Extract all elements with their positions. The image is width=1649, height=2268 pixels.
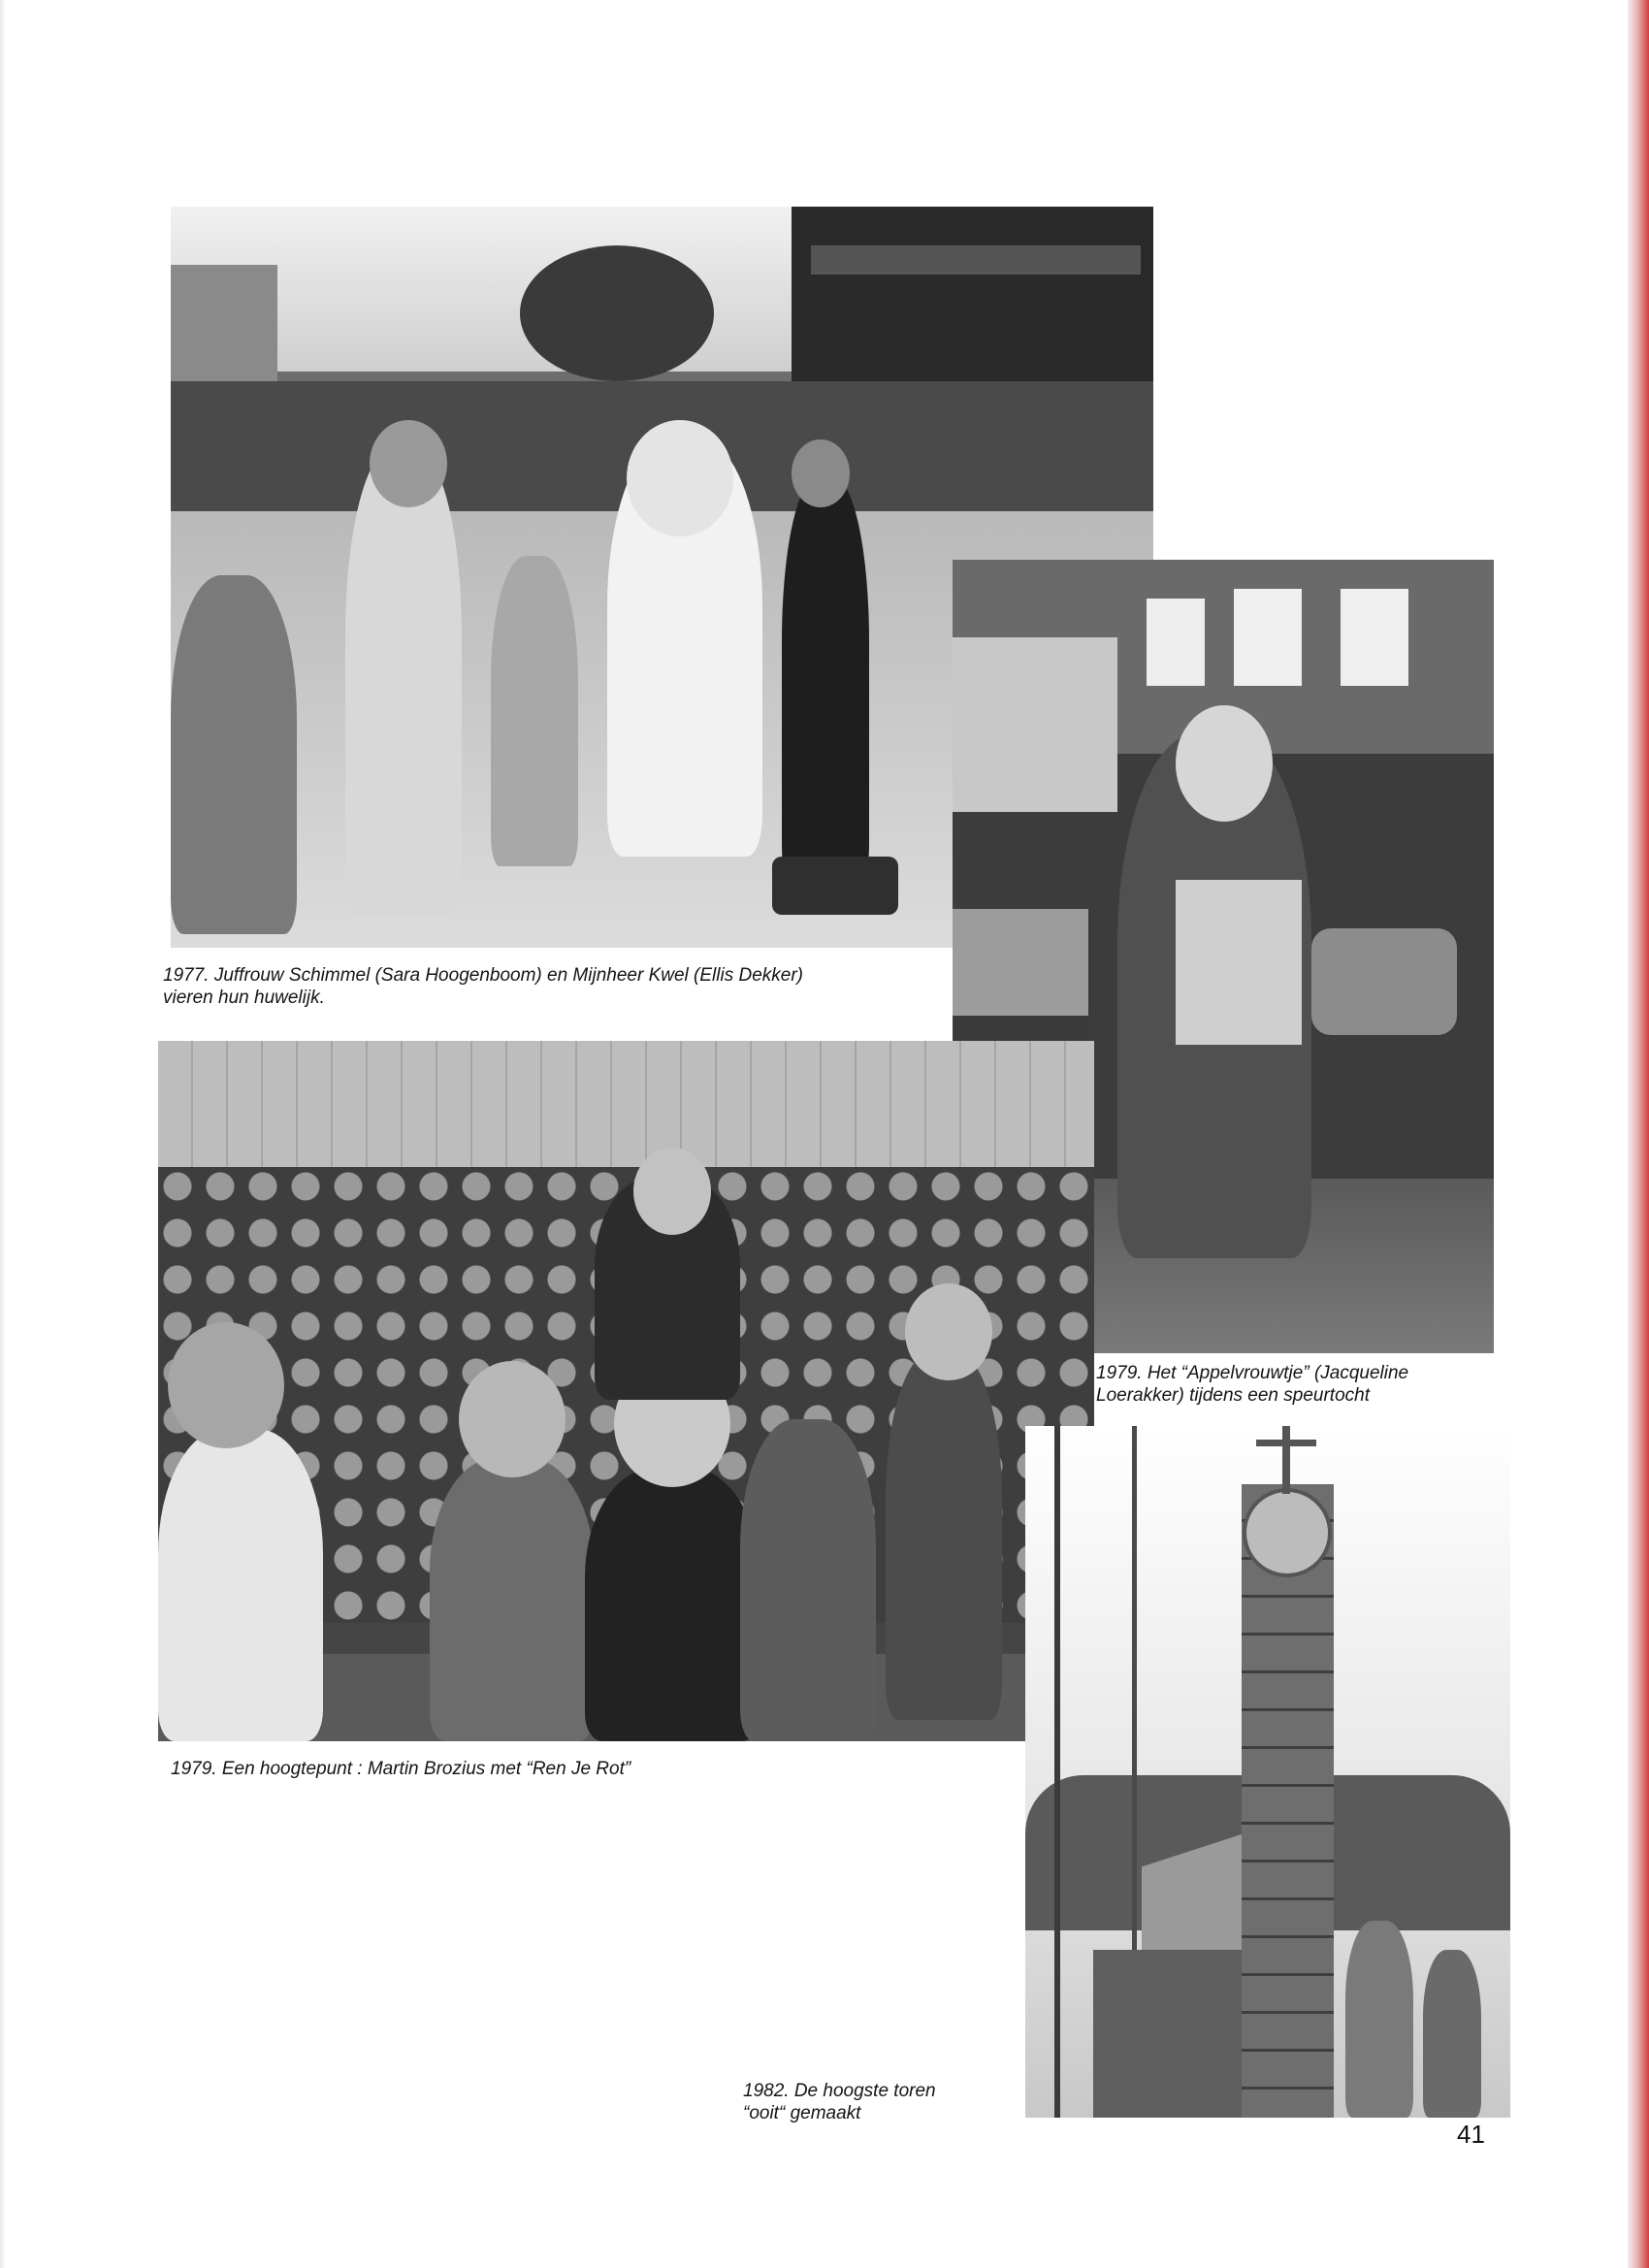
caption-appelvrouwtje-line1: 1979. Het “Appelvrouwtje” (Jacqueline <box>1096 1363 1409 1383</box>
page-number: 41 <box>1457 2120 1485 2149</box>
caption-toren <box>743 2080 1034 2124</box>
photo-toren <box>1025 1426 1510 2118</box>
caption-appelvrouwtje <box>1096 1362 1504 1407</box>
caption-wedding-line1: 1977. Juffrouw Schimmel (Sara Hoogenboom) en Mijnheer Kwel (Ellis Dekker) <box>163 965 803 986</box>
caption-toren-line2: “ooit“ gemaakt <box>743 2103 861 2123</box>
caption-wedding <box>163 964 1036 1009</box>
caption-appelvrouwtje-line2: Loerakker) tijdens een speurtocht <box>1096 1385 1370 1406</box>
caption-renjerot: 1979. Een hoogtepunt : Martin Brozius met “Ren Je Rot” <box>171 1759 631 1779</box>
caption-wedding-line2: vieren hun huwelijk. <box>163 988 325 1008</box>
photo-renjerot <box>158 1041 1094 1741</box>
caption-toren-line1: 1982. De hoogste toren <box>743 2081 936 2101</box>
page-edge <box>1628 0 1649 2268</box>
page-gutter <box>0 0 6 2268</box>
